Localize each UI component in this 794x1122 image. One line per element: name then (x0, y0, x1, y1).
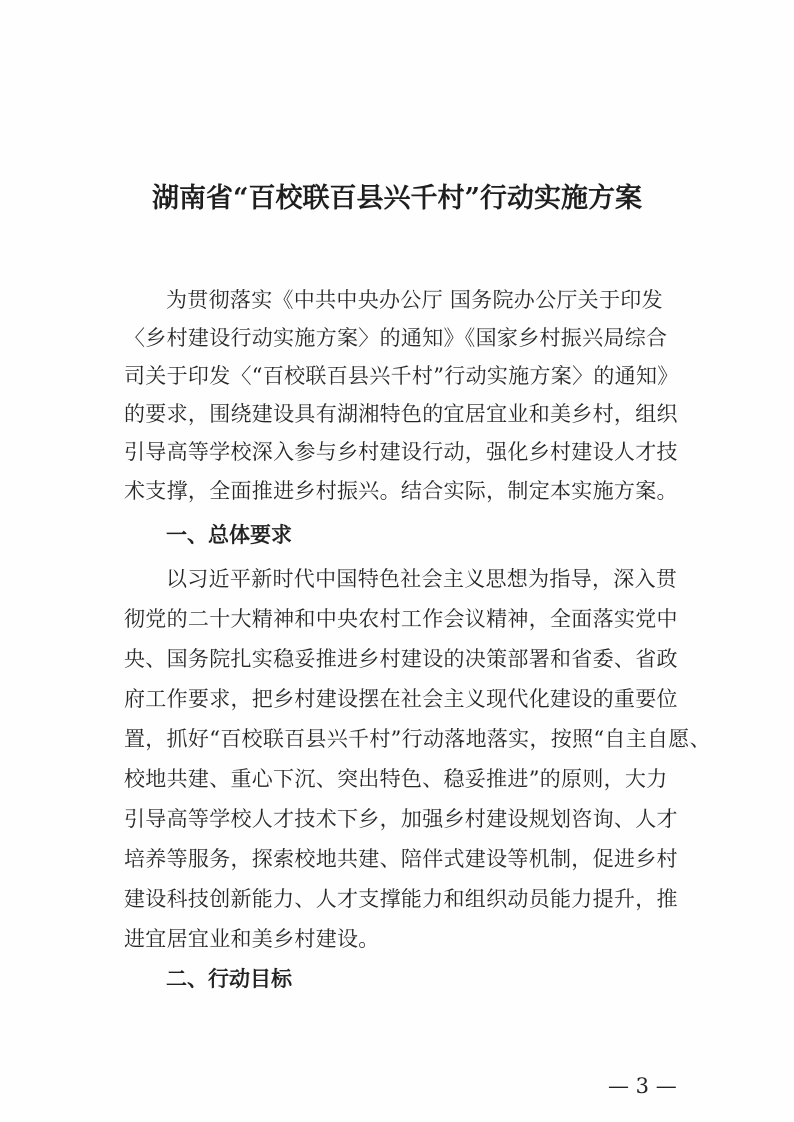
paragraph-2-line: 校地共建、重心下沉、突出特色、稳妥推进”的原则，大力 (124, 767, 668, 791)
paragraph-2-line: 引导高等学校人才技术下乡，加强乡村建设规划咨询、人才 (124, 807, 678, 831)
paragraph-2-line: 建设科技创新能力、人才支撑能力和组织动员能力提升，推 (124, 887, 678, 911)
document-title: 湖南省“百校联百县兴千村”行动实施方案 (151, 183, 643, 214)
paragraph-2-line: 央、国务院扎实稳妥推进乡村建设的决策部署和省委、省政 (124, 647, 678, 671)
paragraph-2-line: 府工作要求，把乡村建设摆在社会主义现代化建设的重要位 (124, 687, 678, 711)
paragraph-1-line: 〈乡村建设行动实施方案〉的通知》《国家乡村振兴局综合 (124, 326, 668, 350)
paragraph-1-line: 为贯彻落实《中共中央办公厅 国务院办公厅关于印发 (166, 288, 663, 312)
paragraph-1-line: 司关于印发〈“百校联百县兴千村”行动实施方案〉的通知》 (124, 364, 679, 388)
paragraph-2-line: 进宜居宜业和美乡村建设。 (124, 927, 380, 951)
section-heading-overall-requirements: 一、总体要求 (166, 523, 292, 547)
page-number: — 3 — (608, 1074, 677, 1098)
paragraph-1-line: 术支撑，全面推进乡村振兴。结合实际，制定本实施方案。 (124, 479, 678, 503)
section-heading-action-goals: 二、行动目标 (166, 967, 292, 991)
paragraph-2-line: 彻党的二十大精神和中央农村工作会议精神，全面落实党中 (124, 607, 678, 631)
paragraph-1-line: 的要求，围绕建设具有湖湘特色的宜居宜业和美乡村，组织 (124, 402, 678, 426)
paragraph-2-line: 置，抓好“百校联百县兴千村”行动落地落实，按照“自主自愿、 (124, 727, 711, 751)
paragraph-1-line: 引导高等学校深入参与乡村建设行动，强化乡村建设人才技 (124, 440, 678, 464)
paragraph-2-line: 以习近平新时代中国特色社会主义思想为指导，深入贯 (166, 567, 678, 591)
paragraph-2-line: 培养等服务，探索校地共建、陪伴式建设等机制，促进乡村 (124, 847, 678, 871)
